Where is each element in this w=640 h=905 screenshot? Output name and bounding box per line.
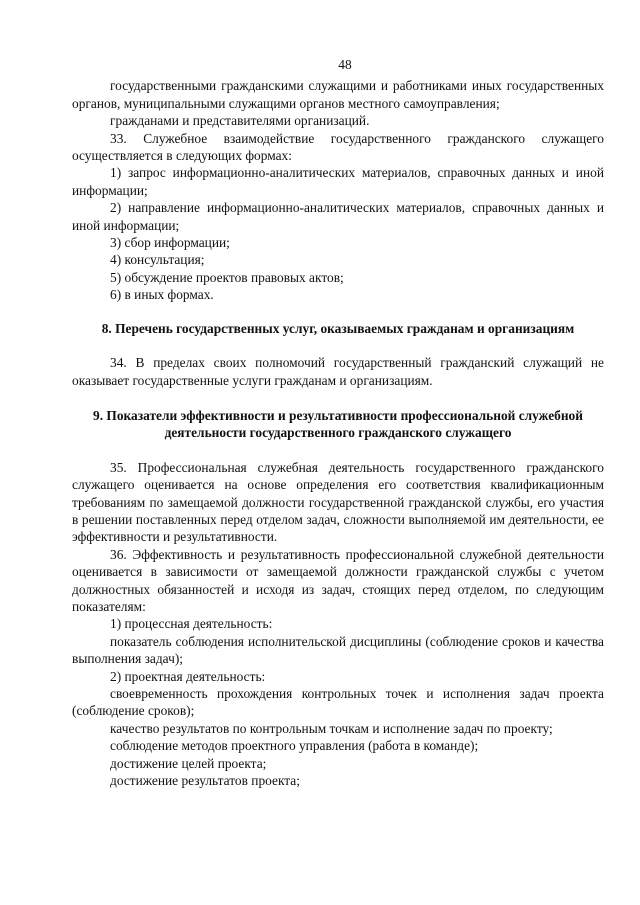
paragraph: гражданами и представителями организаций. [110,113,370,129]
list-item: соблюдение методов проектного управления (работа в команде); [110,738,479,754]
list-item: достижение результатов проекта; [110,773,300,789]
paragraph: 34. В пределах своих полномочий государственный гражданский служащий не оказывает государственные услуги гражданам и организациям. [72,355,604,388]
list-item: 2) проектная деятельность: [110,668,266,684]
list-item: 5) обсуждение проектов правовых актов; [110,269,344,285]
section-heading-9: 9. Показатели эффективности и результативности профессиональной служебной деятельности государственного гражданского служащего [93,407,583,441]
section-heading-8: 8. Перечень государственных услуг, оказываемых гражданам и организациям [101,320,575,336]
paragraph: 36. Эффективность и результативность профессиональной служебной деятельности оценивается в зависимости от замещаемой должности гражданской службы с учетом должностных обязанностей и исходя из задач, стоящих перед отделом, по следующим показателям: [72,546,604,614]
list-item: 4) консультация; [110,252,205,268]
paragraph: государственными гражданскими служащими и работниками иных государственных органов, муниципальными служащими органов местного самоуправления; [72,78,604,111]
list-item: качество результатов по контрольным точкам и исполнение задач по проекту; [110,720,553,736]
page-number: 48 [338,57,352,72]
list-item: 1) процессная деятельность: [110,616,273,632]
document-page [72,56,604,789]
list-item: своевременность прохождения контрольных точек и исполнения задач проекта (соблюдение сроков); [72,686,604,719]
list-item: 6) в иных формах. [110,287,214,303]
list-item: показатель соблюдения исполнительской дисциплины (соблюдение сроков и качества выполнения задач); [72,633,604,667]
paragraph: 33. Служебное взаимодействие государственного гражданского служащего осуществляется в следующих формах: [72,130,604,164]
paragraph: 35. Профессиональная служебная деятельность государственного гражданского служащего оценивается на основе определения его соответствия квалификационным требованиям по замещаемой должности государственной гражданской службы, его участия в решении поставленных перед отделом задач, сложности выполняемой им деятельности, ее эффективности и результативности. [72,459,604,545]
list-item: достижение целей проекта; [110,755,267,771]
list-item: 1) запрос информационно-аналитических материалов, справочных данных и иной информации; [72,165,604,198]
list-item: 2) направление информационно-аналитических материалов, справочных данных и иной информации; [72,200,604,233]
list-item: 3) сбор информации; [110,235,230,251]
